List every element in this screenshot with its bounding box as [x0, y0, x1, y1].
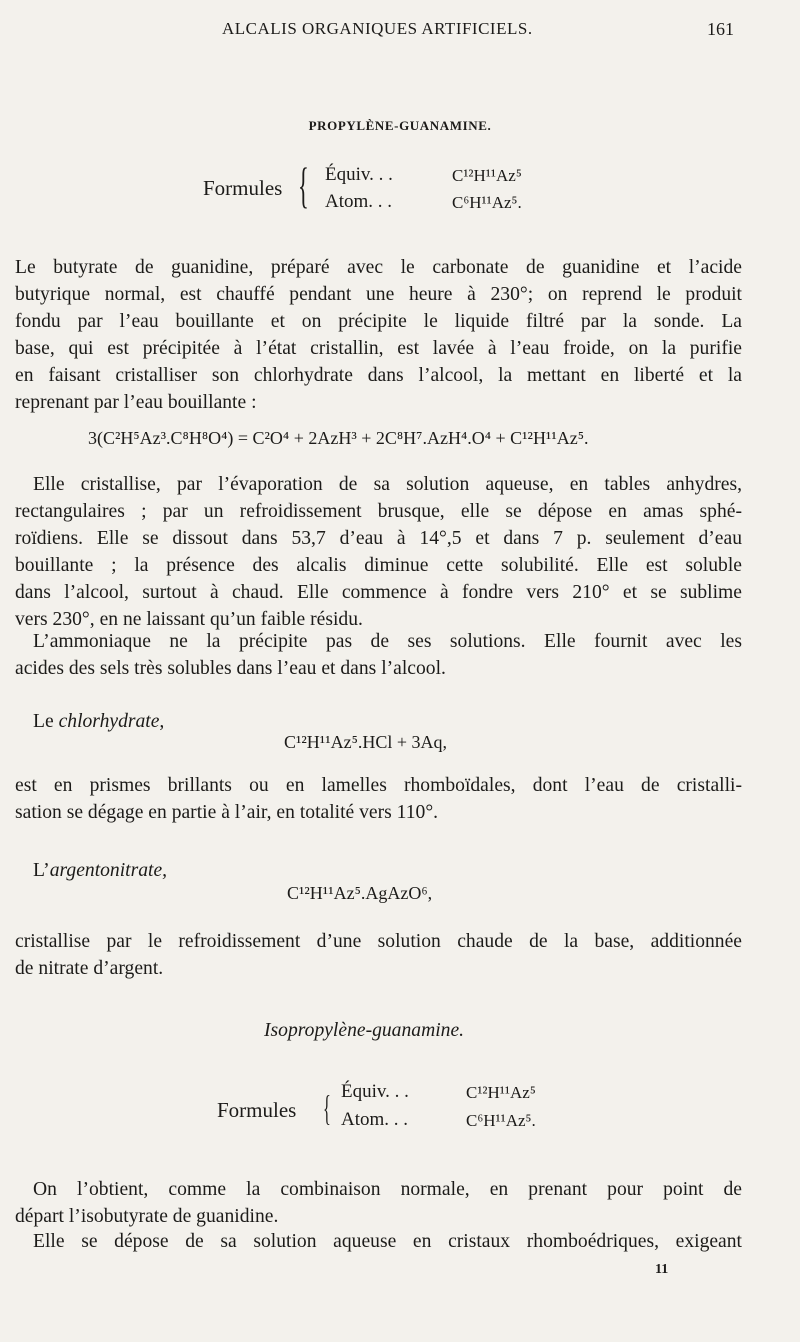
text-line: sation se dégage en partie à l’air, en totalité vers 110°.: [15, 802, 439, 823]
text-line: est en prismes brillants ou en lamelles rhomboïdales, dont l’eau de cristalli-: [15, 775, 742, 796]
text-line: vers 230°, en ne laissant qu’un faible résidu.: [15, 609, 363, 630]
signature-mark: 11: [655, 1262, 669, 1277]
formula-value-equiv: C¹²H¹¹Az⁵: [466, 1083, 536, 1102]
chlorhydrate-name: chlorhydrate,: [58, 711, 165, 732]
formula-label: Formules: [203, 176, 283, 200]
text-line: Elle se dépose de sa solution aqueuse en cristaux rhomboédriques, exigeant: [33, 1231, 742, 1252]
text-line: roïdiens. Elle se dissout dans 53,7 d’eau à 14°,5 et dans 7 p. seulement d’eau: [15, 528, 742, 549]
text-line: cristallise par le refroidissement d’une solution chaude de la base, additionnée: [15, 931, 742, 952]
paragraph-preparation: [15, 254, 742, 416]
formula-value-equiv: C¹²H¹¹Az⁵: [452, 166, 522, 185]
formula-key-atom: Atom. . .: [325, 191, 393, 212]
text-line: de nitrate d’argent.: [15, 958, 164, 979]
text-line: fondu par l’eau bouillante et on précipite le liquide filtré par la sonde. La: [15, 311, 742, 332]
text-line: L’ammoniaque ne la précipite pas de ses solutions. Elle fournit avec les: [33, 631, 742, 652]
formula-key-atom: Atom. . .: [341, 1109, 409, 1130]
argentonitrate-label: [33, 860, 167, 882]
paragraph-rhombohedral: [15, 1228, 742, 1255]
chlorhydrate-formula: C¹²H¹¹Az⁵.HCl + 3Aq,: [284, 732, 448, 752]
paragraph-chlorhydrate: [15, 772, 742, 826]
text-line: On l’obtient, comme la combinaison normale, en prenant pour point de: [33, 1179, 742, 1200]
text-line: acides des sels très solubles dans l’eau et dans l’alcool.: [15, 658, 446, 679]
formula-label: Formules: [217, 1098, 297, 1122]
chlorhydrate-prefix: Le: [33, 711, 59, 732]
formula-value-atom: C⁶H¹¹Az⁵.: [466, 1111, 536, 1130]
running-title: ALCALIS ORGANIQUES ARTIFICIELS.: [222, 19, 533, 38]
text-line: en faisant cristalliser son chlorhydrate dans l’alcool, la mettant en liberté et la: [15, 365, 742, 386]
paragraph-argentonitrate: [15, 928, 742, 982]
text-line: Le butyrate de guanidine, préparé avec le carbonate de guanidine et l’acide: [15, 257, 742, 278]
brace-glyph: {: [298, 157, 309, 213]
text-line: base, qui est précipitée à l’état cristallin, est lavée à l’eau froide, on la purifie: [15, 338, 742, 359]
reaction-equation: 3(C²H⁵Az³.C⁸H⁸O⁴) = C²O⁴ + 2AzH³ + 2C⁸H⁷.AzH⁴.O⁴ + C¹²H¹¹Az⁵.: [88, 428, 589, 448]
text-line: reprenant par l’eau bouillante :: [15, 392, 257, 413]
argentonitrate-name: argentonitrate,: [49, 860, 168, 881]
section-title-propylene-guanamine: PROPYLÈNE-GUANAMINE.: [308, 118, 492, 133]
formula-key-equiv: Équiv. . .: [341, 1081, 409, 1102]
paragraph-obtention: [15, 1176, 742, 1230]
paragraph-ammonia: [15, 628, 742, 682]
argentonitrate-prefix: L’: [33, 860, 50, 881]
brace-glyph: {: [323, 1088, 331, 1128]
text-line: butyrique normal, est chauffé pendant une heure à 230°; on reprend le produit: [15, 284, 742, 305]
chlorhydrate-label: [33, 711, 164, 733]
text-line: bouillante ; la présence des alcalis diminue cette solubilité. Elle est soluble: [15, 555, 742, 576]
text-line: Elle cristallise, par l’évaporation de sa solution aqueuse, en tables anhydres,: [33, 474, 742, 495]
text-line: départ l’isobutyrate de guanidine.: [15, 1206, 279, 1227]
formula-key-equiv: Équiv. . .: [325, 164, 393, 185]
text-line: rectangulaires ; par un refroidissement brusque, elle se dépose en amas sphé-: [15, 501, 742, 522]
page-number: 161: [707, 19, 734, 39]
section-title-isopropylene-guanamine: Isopropylène-guanamine.: [264, 1020, 465, 1041]
formula-value-atom: C⁶H¹¹Az⁵.: [452, 193, 522, 212]
text-line: dans l’alcool, surtout à chaud. Elle commence à fondre vers 210° et se sublime: [15, 582, 742, 603]
argentonitrate-formula: C¹²H¹¹Az⁵.AgAzO⁶,: [287, 883, 433, 903]
paragraph-crystallisation: [15, 471, 742, 633]
